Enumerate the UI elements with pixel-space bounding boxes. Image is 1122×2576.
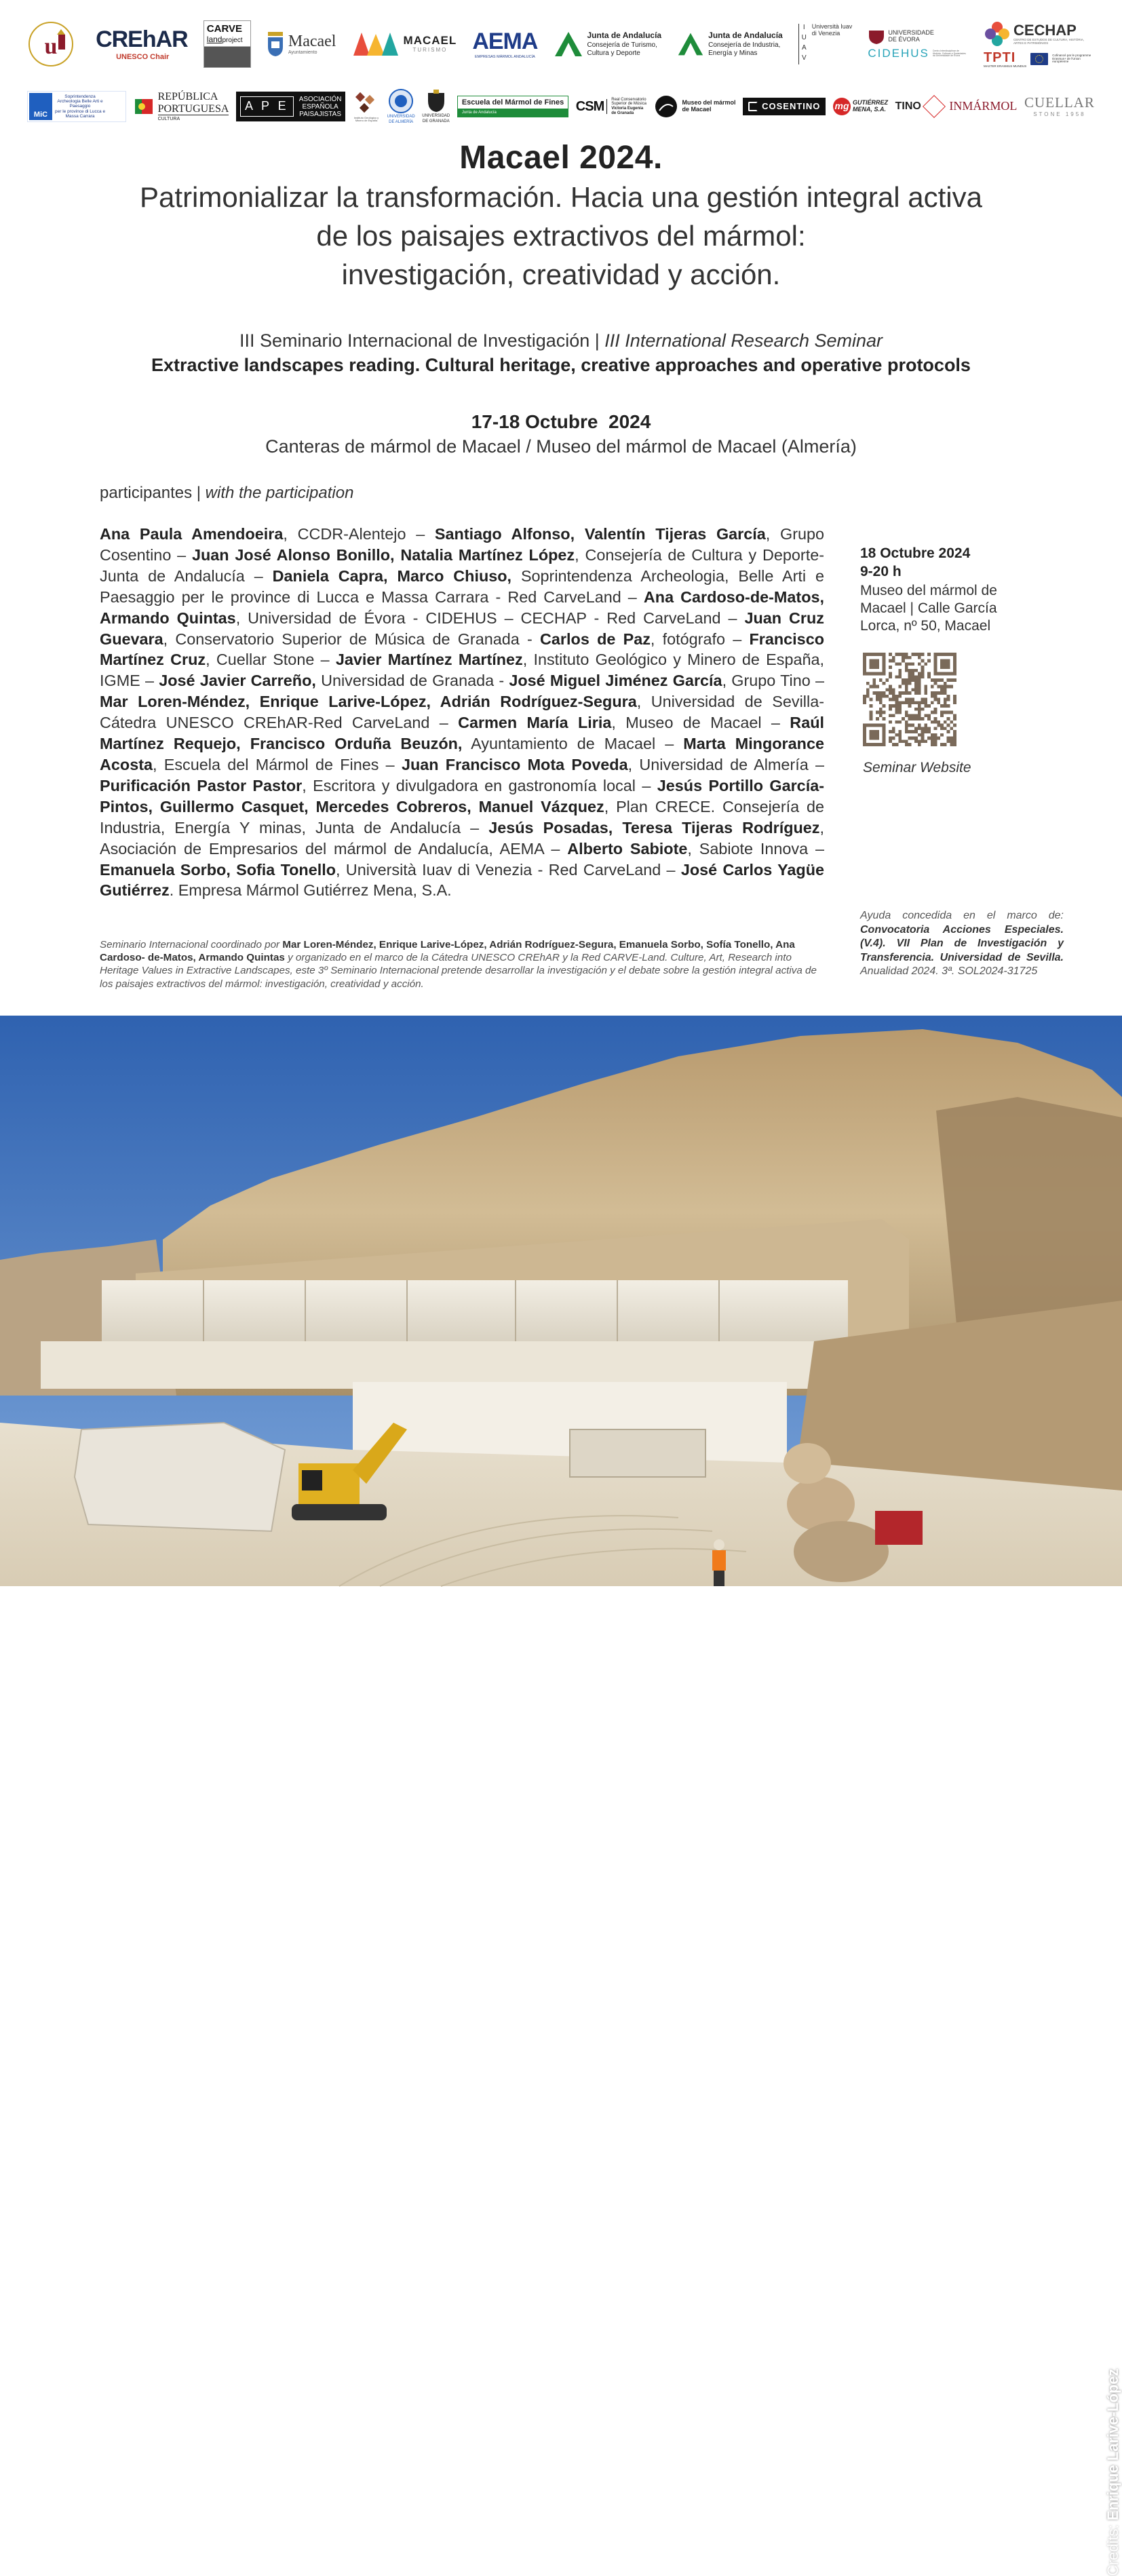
page-subtitle [68, 178, 1054, 294]
participants-heading-separator: | [192, 484, 206, 502]
cidehus-wordmark: CIDEHUS [868, 47, 929, 60]
logo-museo-marmol [654, 94, 736, 119]
subtitle-line-1: Patrimonializar la transformación. Hacia una gestión integral activa [140, 181, 982, 213]
iuav-line1: Università Iuav [811, 23, 853, 30]
mic-line2: Archeologia Belle Arti e [57, 99, 103, 104]
coordination-note [100, 938, 819, 991]
macael-wordmark: Macael [288, 32, 336, 50]
participant-names: Juan Francisco Mota Poveda [401, 755, 628, 773]
igme-text: Instituto Geológico y Minero de España [353, 115, 379, 122]
participant-affiliation: , Università Iuav di Venezia - Red CarveLand – [336, 860, 681, 879]
mic-line5: Massa Carrara [65, 113, 95, 119]
marble-block-large [75, 1423, 285, 1531]
cidehus-fullname: Centro Interdisciplinar de História, Culturas e Sociedades da Universidade de Évora [932, 49, 966, 58]
subtitle-line-3: investigación, creatividad y acción. [341, 258, 781, 290]
participant-names: Jesús Portillo García-Pintos, Guillermo Casquet, Mercedes Cobreros, Manuel Vázquez [100, 776, 824, 815]
participant-affiliation: , Grupo Cosentino – [100, 525, 825, 564]
participant-names: Marta Mingorance Acosta [100, 735, 824, 773]
participant-names: Juan Cruz Guevara [100, 609, 825, 648]
participant-affiliation: , Grupo Tino – [722, 672, 824, 690]
aep-line1: ASOCIACIÓN [298, 95, 342, 103]
participant-entry [402, 756, 824, 773]
gutierrez-text-block [853, 100, 888, 113]
aema-wordmark: AEMA [472, 28, 538, 55]
portugal-flag-icon [134, 96, 154, 117]
participant-names: Carmen María Liria [458, 714, 612, 732]
participant-affiliation: , Universidad de Almería – [627, 755, 824, 773]
participant-affiliation: Soprintendenza Archeologia, Belle Arti e Paesaggio per le province di Lucca e Massa Carrara - Red CarveLand – [100, 566, 824, 606]
logo-crehar [96, 27, 188, 60]
marble-bench-lower [41, 1341, 841, 1389]
event-dates: 17-18 Octubre 2024 [471, 411, 651, 432]
carve-land-project-text [207, 35, 243, 44]
mic-text-block [55, 94, 105, 119]
museo-line1: Museo del mármol [682, 99, 736, 107]
participant-entry [100, 525, 435, 543]
event-venue: Canteras de mármol de Macael / Museo del mármol de Macael (Almería) [265, 436, 857, 457]
project-text: project [222, 36, 243, 44]
participant-names: José Miguel Jiménez García [509, 672, 722, 690]
evora-shield-icon [868, 28, 885, 45]
tpti-row [984, 50, 1093, 69]
coordination-coordinators: Mar Loren-Méndez, Enrique Larive-López, Adrián Rodríguez-Segura, Emanuela Sorbo, Sofía Tonello, Ana Cardoso- de-Matos, Armando Quintas [100, 939, 795, 964]
participant-names: Ana Paula Amendoeira [100, 525, 284, 543]
seminar-website-link[interactable]: Seminar Website [863, 760, 971, 775]
credits-label: Credits: [1104, 2520, 1121, 2576]
logo-junta-turismo-cultura [554, 31, 662, 58]
mic-line4: per le province di Lucca e [55, 109, 106, 114]
junta-industria-line3: Energía y Minas [708, 49, 758, 57]
participant-affiliation: , Museo de Macael – [611, 714, 790, 732]
cechap-wordmark: CECHAP [1013, 21, 1077, 39]
conservatorio-line3: Victoria Eugenia [611, 107, 644, 111]
participant-affiliation: , Escritora y divulgadora en gastronomía local – [302, 776, 657, 794]
crehar-wordmark: CREhAR [96, 26, 188, 53]
participant-affiliation: , fotógrafo – [650, 630, 750, 648]
museo-marmol-icon [654, 94, 678, 119]
logo-universidad-sevilla [27, 20, 80, 69]
logo-universidad-almeria [387, 88, 415, 124]
cechap-text-block [1013, 22, 1095, 45]
credits-name: Enrique Larive-López [1104, 2368, 1121, 2521]
tpti-wordmark: TPTI [983, 50, 1016, 65]
junta-turismo-text-block [587, 31, 662, 56]
gutierrez-mg-mark: mg [833, 98, 851, 115]
logo-igme [353, 91, 380, 123]
seminar-name-en: III International Research Seminar [604, 330, 883, 351]
aema-subtitle: EMPRESAS MÁRMOL ANDALUCÍA [475, 54, 535, 59]
logo-republica-portuguesa [134, 91, 229, 122]
macael-ayuntamiento-text: Ayuntamiento [288, 50, 317, 56]
participant-affiliation: Ayuntamiento de Macael – [462, 735, 684, 753]
junta-andalucia-arch-icon [554, 31, 583, 58]
gutierrez-line2: MENA, S.A. [853, 106, 887, 113]
almeria-line1: UNIVERSIDAD [387, 115, 415, 119]
sidebar-date-block [860, 544, 970, 581]
participant-names: Francisco Martínez Cruz [100, 630, 824, 669]
tpti-text-block [984, 50, 1026, 69]
gutierrez-line1: GUTIÉRREZ [853, 99, 889, 107]
cuellar-wordmark: CUELLAR [1024, 94, 1095, 111]
logo-junta-industria-energia [677, 31, 783, 58]
logo-carve-land [204, 20, 251, 68]
iuav-line2: di Venezia [811, 29, 840, 37]
macael-turismo-subtitle: TURISMO [412, 46, 448, 53]
funding-note [860, 909, 1064, 979]
quarry-photo [0, 1016, 1122, 2576]
junta-industria-text-block [708, 31, 783, 56]
logo-aema [472, 29, 537, 58]
cosentino-c-icon [748, 102, 758, 111]
participant-names: Santiago Alfonso, Valentín Tijeras García [434, 525, 766, 543]
participant-names: Purificación Pastor Pastor [100, 776, 303, 794]
igme-crystal-icon [354, 91, 379, 115]
subtitle-line-2: de los paisajes extractivos del mármol: [316, 220, 806, 252]
tpti-subtitle: MASTER ERASMUS MUNDUS [983, 64, 1027, 68]
eu-flag-icon [1030, 53, 1048, 65]
participant-affiliation: , Sabiote Innova – [687, 839, 824, 858]
participant-affiliation: , Conservatorio Superior de Música de Granada - [163, 630, 541, 648]
participant-affiliation: , Universidad de Sevilla-Cátedra UNESCO CREhAR-Red CarveLand – [100, 693, 824, 732]
museo-line2: de Macael [682, 106, 712, 113]
participant-names: José Carlos Yagüe Gutiérrez [100, 860, 824, 900]
aep-letters: A P E [240, 96, 294, 117]
junta-turismo-title: Junta de Andalucía [587, 31, 662, 41]
mic-mark-icon [29, 93, 52, 120]
participant-affiliation: Universidad de Granada - [315, 672, 509, 690]
marble-block-small [570, 1429, 705, 1477]
junta-turismo-line2: Consejería de Turismo, [587, 41, 657, 49]
eu-stars-icon [1035, 55, 1043, 63]
seminar-english-title: Extractive landscapes reading. Cultural heritage, creative approaches and operative protocols [151, 355, 971, 375]
participant-affiliation: , Escuela del Mármol de Fines – [153, 755, 402, 773]
logo-ayuntamiento-macael [267, 31, 336, 58]
cosentino-wordmark: COSENTINO [762, 100, 821, 111]
granada-shield-icon [426, 89, 446, 113]
participant-entry [100, 861, 681, 879]
logo-row-top [27, 14, 1095, 75]
macael-text-block [288, 33, 336, 56]
logo-mic-soprintendenza [27, 91, 126, 122]
evora-top [868, 28, 934, 45]
participant-entry [509, 672, 824, 689]
universidad-sevilla-seal-icon [27, 20, 75, 69]
fines-title: Escuela del Mármol de Fines [461, 98, 564, 107]
funding-prefix: Ayuda concedida en el marco de: [860, 910, 1064, 921]
logo-cuellar-stone [1024, 95, 1095, 118]
participant-entry [540, 630, 749, 648]
aep-text-block [299, 96, 342, 118]
granada-line1: UNIVERSIDAD [422, 114, 450, 119]
mic-line3: Paesaggio [69, 104, 91, 109]
iuav-vertical-letters: IUAV [798, 24, 808, 64]
participant-names: Raúl Martínez Requejo, Francisco Orduña Beuzón, [100, 714, 824, 753]
svg-text:u: u [44, 34, 58, 59]
macael-coat-of-arms-icon [267, 31, 284, 58]
logo-cechap-tpti [984, 20, 1095, 69]
participant-affiliation: , Asociación de Empresarios del mármol de Andalucía, AEMA – [100, 818, 824, 858]
tino-diamond-icon [923, 95, 946, 118]
cuellar-subtitle: STONE 1958 [1033, 111, 1086, 118]
participant-affiliation: , Universidad de Évora - CIDEHUS – CECHAP - Red CarveLand – [235, 609, 745, 627]
participants-heading-es: participantes [100, 484, 193, 502]
almeria-line2: DE ALMERÍA [389, 120, 414, 124]
participant-names: Juan José Alonso Bonillo, Natalia Martínez López [191, 545, 575, 564]
worker [712, 1539, 726, 1586]
almeria-seal-icon [388, 88, 414, 114]
evora-text-block [888, 30, 934, 43]
portugal-cultura: CULTURA [157, 117, 180, 122]
inmarmol-wordmark: INMÁRMOL [949, 99, 1018, 113]
mic-line1: Soprintendenza [64, 94, 96, 100]
conservatorio-line1: Real Conservatorio [611, 97, 646, 102]
logo-universidad-granada [422, 89, 450, 123]
participant-entry [100, 777, 657, 794]
participants-heading-en: with the participation [205, 484, 354, 502]
logo-escuela-marmol-fines [457, 96, 568, 118]
junta-turismo-line3: Cultura y Deporte [587, 49, 640, 57]
eu-cofunding-text: Cofinancé par le programme Erasmus+ de l'Union européenne [1052, 53, 1091, 64]
tino-wordmark: TINO [895, 100, 921, 113]
macael-turismo-text-block [404, 35, 457, 53]
junta-industria-line2: Consejería de Industria, [708, 41, 781, 49]
participant-names: Daniela Capra, Marco Chiuso, [272, 566, 512, 585]
junta-industria-title: Junta de Andalucía [708, 31, 783, 41]
junta-andalucia-arch-icon [677, 31, 704, 58]
marble-bench-upper [102, 1280, 848, 1341]
sidebar-time: 9-20 h [860, 564, 902, 579]
logo-tino [895, 98, 942, 115]
logo-gutierrez-mena [833, 98, 888, 115]
participant-affiliation: , Consejería de Cultura y Deporte-Junta de Andalucía – [100, 545, 824, 585]
coordination-suffix: y organizado en el marco de la Cátedra UNESCO CREhAR y la Red CARVE-Land. Culture, Art, Research into Heritage Values in Extractive Landscapes, este 3º Seminario Internacional pretende desarrollar la investigación y el debate sobre la gestión integral activa de los paisajes extractivos del mármol: investigación, creatividad y acción. [100, 952, 817, 990]
page-title: Macael 2024. [459, 140, 663, 176]
cidehus-row [868, 47, 968, 60]
cechap-subtitle: CENTRO DE ESTUDOS DE CULTURA, HISTÓRIA, ARTES E PATRIMÓNIOS [1013, 37, 1085, 45]
funding-suffix: Anualidad 2024. 3ª. SOL2024-31725 [860, 965, 1038, 977]
logo-aep-paisajistas [236, 92, 346, 121]
conservatorio-line2: Superior de Música [611, 102, 646, 107]
participant-affiliation: , Plan CRECE. Consejería de Industria, Energía Y minas, Junta de Andalucía – [100, 797, 824, 837]
logo-conservatorio-granada [576, 98, 646, 115]
participant-affiliation: , Cuellar Stone – [206, 651, 336, 669]
conservatorio-line4: de Granada [611, 111, 634, 115]
land-text: land [206, 34, 223, 44]
logo-inmarmol [949, 100, 1017, 113]
red-machine [875, 1511, 923, 1545]
crehar-subtitle: UNESCO Chair [116, 52, 170, 61]
sidebar-venue: Museo del mármol de Macael | Calle García Lorca, nº 50, Macael [860, 583, 997, 634]
qr-code[interactable] [863, 653, 956, 746]
macael-turismo-m-icon [352, 31, 400, 57]
logo-macael-turismo [352, 31, 457, 57]
logo-iuav [798, 24, 853, 64]
macael-turismo-wordmark: MACAEL [403, 34, 457, 47]
evora-line2: DE ÉVORA [888, 36, 920, 43]
aep-line3: PAISAJISTAS [299, 110, 342, 118]
logo-cosentino [743, 98, 826, 115]
cechap-flower-icon [984, 20, 1011, 47]
cechap-top [984, 20, 1095, 47]
evora-line1: UNIVERSIDADE [888, 29, 934, 37]
funding-program: Convocatoria Acciones Especiales. (V.4). VII Plan de Investigación y Transferencia. Universidad de Sevilla. [860, 923, 1064, 963]
conservatorio-letters: CSM [576, 99, 607, 114]
participant-affiliation: . Empresa Mármol Gutiérrez Mena, S.A. [169, 881, 452, 900]
portugal-text-block [158, 91, 229, 122]
sidebar-date: 18 Octubre 2024 [860, 545, 971, 561]
participant-names: Jesús Posadas, Teresa Tijeras Rodríguez [488, 818, 820, 837]
participant-affiliation: , CCDR-Alentejo – [283, 525, 435, 543]
participant-names: Mar Loren-Méndez, Enrique Larive-López, Adrián Rodríguez-Segura [100, 693, 637, 711]
participant-names: Carlos de Paz [540, 630, 651, 648]
carve-text: CARVE [206, 23, 243, 35]
seminar-name-es: III Seminario Internacional de Investigación [239, 330, 590, 351]
portugal-line2: PORTUGUESA [157, 102, 229, 115]
seminar-name [68, 330, 1054, 351]
participant-entry [159, 672, 509, 689]
participant-names: José Javier Carreño, [159, 672, 316, 690]
participants-heading [100, 484, 353, 503]
quarry-illustration [0, 1016, 1122, 1586]
logo-row-bottom [27, 84, 1095, 129]
iuav-text-block [812, 24, 853, 37]
participant-entry [458, 714, 790, 731]
participant-affiliation: , Instituto Geológico y Minero de España, IGME – [100, 651, 824, 690]
participant-names: Alberto Sabiote [567, 839, 688, 858]
photo-credits [1104, 2368, 1122, 2576]
aep-line2: ESPAÑOLA [302, 102, 338, 111]
portugal-line1: REPÚBLICA [157, 91, 218, 103]
mic-letters: MiC [33, 110, 48, 119]
logo-evora-cidehus [868, 28, 968, 60]
participant-names: Ana Cardoso-de-Matos, Armando Quintas [100, 588, 824, 627]
participant-names: Javier Martínez Martínez [335, 651, 523, 669]
seminar-separator: | [589, 330, 605, 351]
participant-names: Emanuela Sorbo, Sofia Tonello [100, 860, 336, 879]
participants-list [100, 524, 824, 901]
granada-line2: DE GRANADA [422, 119, 450, 123]
museo-text-block [682, 100, 736, 113]
fines-junta: Junta de Andalucía [458, 109, 568, 117]
participant-entry [567, 840, 824, 858]
conservatorio-text-block [611, 98, 646, 115]
coordination-prefix: Seminario Internacional coordinado por [100, 939, 283, 950]
